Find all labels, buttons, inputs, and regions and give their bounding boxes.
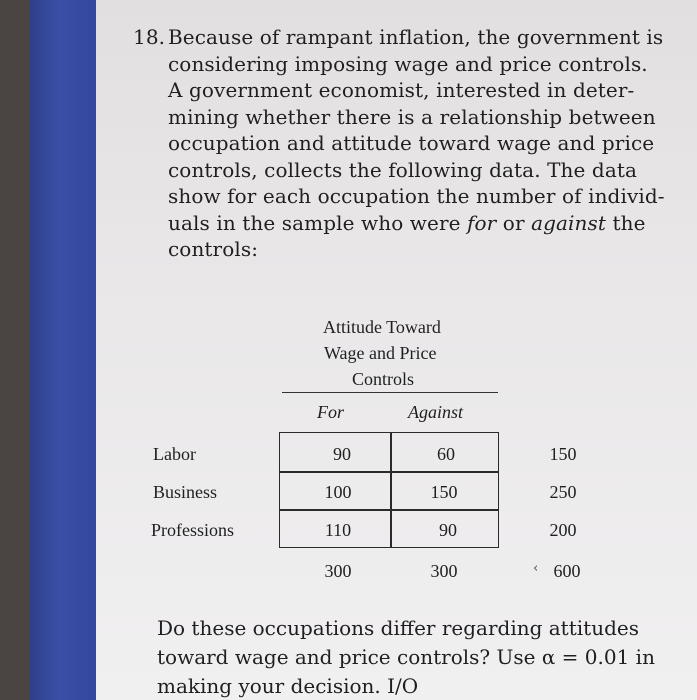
problem-line: controls: bbox=[168, 237, 259, 261]
column-total-against: 300 bbox=[430, 561, 458, 581]
header-rule bbox=[282, 392, 498, 393]
cell-professions-against: 90 bbox=[439, 520, 457, 540]
cell-business-for: 100 bbox=[324, 482, 352, 502]
cell-professions-for: 110 bbox=[324, 520, 352, 540]
row-total-professions: 200 bbox=[549, 520, 577, 540]
grid-divider bbox=[280, 471, 498, 473]
column-total-for: 300 bbox=[324, 561, 352, 581]
question-line: making your decision. I/O bbox=[157, 674, 419, 698]
cell-business-against: 150 bbox=[430, 482, 458, 502]
row-label-labor: Labor bbox=[153, 444, 196, 464]
problem-line: A government economist, interested in deter- bbox=[168, 78, 635, 102]
grand-total: 600 bbox=[553, 561, 581, 581]
row-total-business: 250 bbox=[549, 482, 577, 502]
problem-line: Because of rampant inflation, the government is bbox=[168, 25, 664, 49]
row-total-labor: 150 bbox=[549, 444, 577, 464]
question-line: toward wage and price controls? Use α = 0.01 in bbox=[157, 645, 655, 669]
table-header-line: Wage and Price bbox=[324, 343, 437, 363]
book-spine bbox=[0, 0, 30, 700]
problem-number: 18. bbox=[133, 25, 166, 49]
pencil-tick-icon: ‹ bbox=[533, 561, 539, 576]
row-label-business: Business bbox=[153, 482, 218, 502]
problem-line: mining whether there is a relationship between bbox=[168, 104, 656, 129]
row-label-professions: Professions bbox=[151, 520, 235, 540]
cell-labor-against: 60 bbox=[437, 444, 455, 464]
problem-line: uals in the sample who were for or against the bbox=[168, 210, 646, 235]
column-header-against: Against bbox=[408, 402, 464, 422]
table-header-line: Controls bbox=[352, 369, 415, 389]
problem-line: controls, collects the following data. The data bbox=[168, 157, 638, 182]
grid-divider bbox=[390, 433, 392, 547]
problem-line: considering imposing wage and price controls. bbox=[168, 51, 648, 76]
column-header-for: For bbox=[317, 402, 344, 422]
cell-labor-for: 90 bbox=[333, 444, 351, 464]
problem-line: show for each occupation the number of individ- bbox=[168, 184, 665, 208]
grid-divider bbox=[280, 509, 498, 511]
question-line: Do these occupations differ regarding attitudes bbox=[157, 616, 639, 640]
page-margin-blue bbox=[30, 0, 96, 700]
table-header-line: Attitude Toward bbox=[323, 317, 441, 337]
problem-line: occupation and attitude toward wage and price bbox=[168, 131, 655, 155]
